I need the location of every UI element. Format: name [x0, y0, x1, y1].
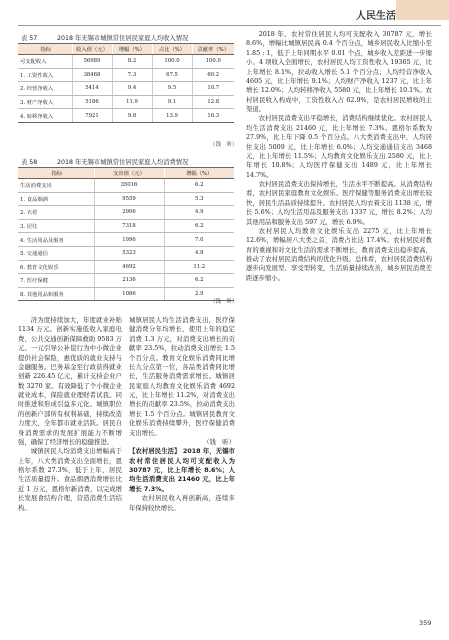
table-row: [18, 246, 234, 260]
row-label: 可支配收入: [18, 55, 72, 69]
table-cell: 67.5: [152, 68, 192, 82]
table-cell: 35016: [94, 179, 164, 193]
row-label: 8. 其他用品和服务: [18, 287, 94, 301]
table-cell: 10.7: [192, 82, 234, 96]
table-row: [18, 274, 234, 288]
table-cell: 9.1: [152, 95, 192, 109]
table-cell: 9.8: [112, 109, 152, 123]
table-cell: 2906: [94, 206, 164, 220]
right-paragraph-3: 农村居民消费支出保持增长，生活水平不断提高。从消费结构看，农村居民家庭教育文化娱乐、医疗保健等服务消费支出增长较快，居民生活品质持续提升。农村居民人均衣着支出 1138 元，增长 5.6%；人均生活用品及服务支出 1337 元，增长 8.2%；人均其他用品和服务支出 597 元，增长 6.9%。: [246, 181, 432, 226]
left-text-column: [18, 316, 122, 616]
table-row: [18, 179, 234, 193]
table58-source: （钱 昕）: [210, 299, 238, 305]
mid-paragraph-1: 城镇居民人均生活消费支出，医疗保健消费分年均增长，使用上年的稳定消费 1.3 万元，对消费支出增长的贡献率 23.5%，拉动消费支出增长 1.5 个百分点。教育文化娱乐消费同比增长九分点第一位，各品类消费同比增长，生活服务消费需求增长。城镇居民家庭人均教育文化娱乐消费 4692 元，比上年增长 11.2%，对消费支出增长的贡献率 23.5%，拉动消费支出增长 1.5 个百分点。城镇居民教育文化娱乐消费持续攀升，医疗保健消费支出增长。: [129, 317, 235, 437]
row-label: 3. 居住: [18, 219, 94, 233]
table-cell: 7.0: [164, 233, 234, 247]
table-cell: 4692: [94, 260, 164, 274]
right-paragraph-4: 农村居民人均教育文化娱乐支出 2275 元，比上年增长 12.6%，增幅居八大类之首，消费占比达 17.4%。农村居民对教育的重视和对文化生活的需求不断增长，教育消费支出稳步提高，推动了农村居民消费结构的优化升级。总体看，农村居民消费结构逐步向发展型、享受型转变，生活质量持续改善，城乡居民消费差距逐步缩小。: [246, 227, 432, 282]
table-cell: 7.3: [112, 68, 152, 82]
table58-column-header: 指标: [18, 168, 94, 179]
table-cell: 7921: [72, 109, 112, 123]
table-cell: 11.9: [112, 95, 152, 109]
table57-column-header: 指标: [18, 44, 72, 55]
row-label: 1. 工资性收入: [18, 68, 72, 82]
row-label: 2. 衣着: [18, 206, 94, 220]
table58-caption: [21, 157, 188, 166]
header-rule: [18, 25, 441, 26]
page-number: 359: [419, 619, 432, 627]
row-label: 7. 医疗保健: [18, 274, 94, 288]
table-cell: 4.8: [164, 246, 234, 260]
row-label: 4. 生活用品及服务: [18, 233, 94, 247]
mid-paragraph-3: 农村居民收入再创新高，连续多年保持较快增长。: [129, 495, 235, 512]
table-cell: 8.2: [112, 55, 152, 69]
table-row: [18, 233, 234, 247]
table57-number: 表 57: [21, 35, 38, 42]
table-cell: 7318: [94, 219, 164, 233]
row-label: 6. 教育文化娱乐: [18, 260, 94, 274]
row-label: 4. 转移净收入: [18, 109, 72, 123]
table57-source: （钱 昕）: [210, 142, 238, 148]
table-cell: 9.5: [152, 82, 192, 96]
mid-text-column: [129, 316, 235, 616]
table58-column-header: 增幅（%）: [164, 168, 234, 179]
table-cell: 5186: [72, 95, 112, 109]
table-cell: 5323: [94, 246, 164, 260]
right-paragraph-1: 2018 年，农村常住居民人均可支配收入 30787 元，增长 8.6%，增幅比城镇居民高 0.4 个百分点，城乡居民收入比缩小至 1.85 : 1，低于上年同期水平 0.01 个点，城乡收入差距进一步缩小。4 项收入全面增长，农村居民人均工资性收入 19365 元，比上年增长 8.1%，拉动收入增长 5.1 个百分点；人均经营净收入 4605 元，比上年增长 9.1%；人均财产净收入 1237 元，比上年增长 12.0%；人均转移净收入 5580 元，比上年增长 10.1%。农村居民收入构成中，工资性收入占 62.9%，是农村居民增收的主渠道。: [246, 31, 432, 113]
table-row: [18, 219, 234, 233]
table-cell: 6.2: [164, 219, 234, 233]
right-text-column: [246, 30, 432, 615]
table57-header-row: [18, 44, 234, 55]
table-cell: 9559: [94, 192, 164, 206]
table-row: [18, 82, 234, 96]
header-band: [396, 0, 449, 20]
section-title: 人民生活: [356, 11, 396, 22]
table-cell: 2.9: [164, 287, 234, 301]
table-row: [18, 287, 234, 301]
table-cell: 5414: [72, 82, 112, 96]
table-row: [18, 206, 234, 220]
table-cell: 60.2: [192, 68, 234, 82]
table-cell: 6.2: [164, 274, 234, 288]
row-label: 5. 交通通信: [18, 246, 94, 260]
table58-header-row: [18, 168, 234, 179]
table-cell: 1086: [94, 287, 164, 301]
table-cell: 2136: [94, 274, 164, 288]
left-paragraph-1: 济为度持续加大，年度就业补贴 1134 万元。创新实施低收入家庭电费、公共交通创新保障救助 9583 万元。一元引导公补偿行为中小微企业提供社会保险，惠优质的就业支持与金融服务。巴务基金至行政获得就业创新 226.45 亿元，累计支持企业户数 3270 家。有效降低了个小微企业就业成本，保险就业理财者试我。同时推进和形成引益多元化、城镇职位的创新户部所有权利基础，持续改造力度大，全年都市就业活跃。居民自身消费需求的发展扩展能力不断增强，确保了经济增长的稳健推进。: [18, 317, 122, 446]
table-row: [18, 68, 234, 82]
table-cell: 4.9: [164, 206, 234, 220]
table58-column-header: 支出值（元）: [94, 168, 164, 179]
row-label: 3. 财产净收入: [18, 95, 72, 109]
table-cell: 1996: [94, 233, 164, 247]
row-label: 2. 经营净收入: [18, 82, 72, 96]
table-cell: 100.0: [192, 55, 234, 69]
rural-heading-paragraph: 【农村居民生活】 2018 年，无锡市农村常住居民人均可支配收入为 30787 元，比上年增长 8.6%；人均生活消费支出 21460 元，比上年增长 7.3%。: [129, 448, 235, 493]
table-row: [18, 260, 234, 274]
table-cell: 38468: [72, 68, 112, 82]
table-cell: 12.8: [192, 95, 234, 109]
table57-title: 2018 年无锡市城镇常住居民家庭人均收入情况: [57, 35, 189, 42]
table-cell: 100.0: [152, 55, 192, 69]
table57-column-header: 增幅（%）: [112, 44, 152, 55]
mid-source: （钱 昕）: [203, 438, 235, 446]
table-row: [18, 192, 234, 206]
row-label: 生活消费支出: [18, 179, 94, 193]
table-cell: 11.2: [164, 260, 234, 274]
table-row: [18, 95, 234, 109]
table-cell: 56989: [72, 55, 112, 69]
table57: [18, 43, 234, 123]
table-cell: 16.3: [192, 109, 234, 123]
left-paragraph-2: 城镇居民人均消费支出增幅高于上年，八大类消费支出全面增长，恩格尔系数 27.3%，低于上年，居民生活质量提升。食品烟酒消费增长比近 1 万元，恩格尔新消费，以完成增长发展食结构合理，营造消费生活结构。: [18, 448, 122, 512]
table58: [18, 167, 234, 301]
table57-caption: [21, 33, 188, 42]
table57-column-header: 占比（%）: [152, 44, 192, 55]
table58-number: 表 58: [21, 159, 38, 166]
table-cell: 6.2: [164, 179, 234, 193]
table-cell: 13.9: [152, 109, 192, 123]
right-paragraph-2: 农村居民消费支出平稳增长，消费结构继续优化。农村居民人均生活消费支出 21460 元，比上年增长 7.3%。恩格尔系数为 27.9%，比上年下降 0.5 个百分点。八大类消费支出中，人均居住支出 5009 元，比上年增长 6.0%；人均交通通信支出 3468 元，比上年增长 11.5%；人均教育文化娱乐支出 2580 元，比上年增长 10.8%；人均医疗保健支出 1489 元，比上年增长 14.7%。: [246, 115, 432, 179]
table-cell: 9.4: [112, 82, 152, 96]
table58-title: 2018 年无锡市城镇常住居民家庭人均消费情况: [57, 159, 189, 166]
table-row: [18, 55, 234, 69]
row-label: 1. 食品烟酒: [18, 192, 94, 206]
table57-column-header: 贡献率（%）: [192, 44, 234, 55]
table-row: [18, 109, 234, 123]
table-cell: 5.3: [164, 192, 234, 206]
table57-column-header: 收入值（元）: [72, 44, 112, 55]
